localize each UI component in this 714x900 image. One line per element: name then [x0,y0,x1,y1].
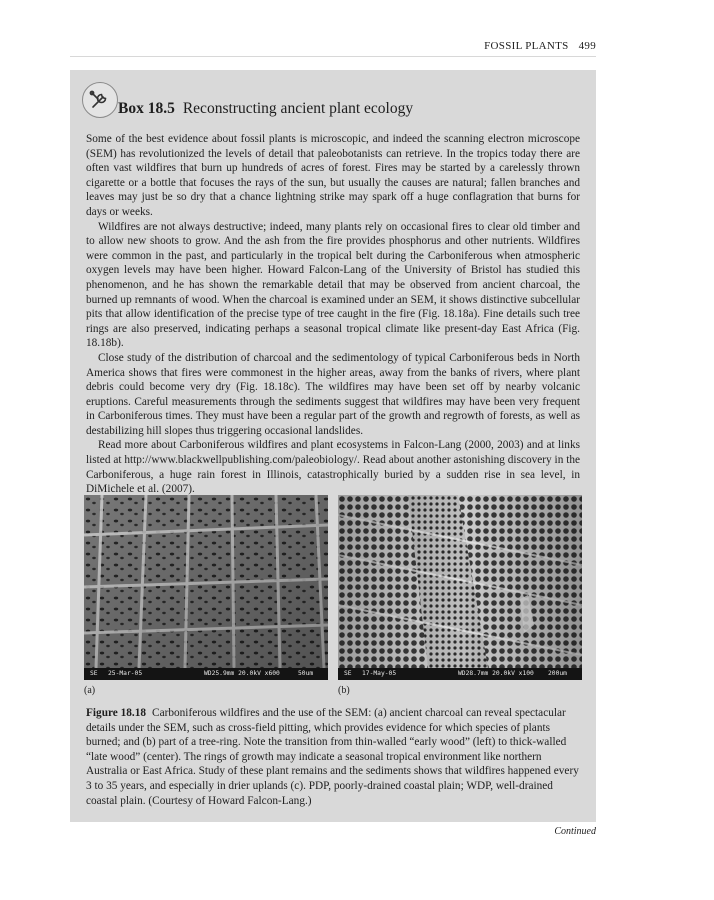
box-title [118,100,413,118]
panel-label-b: (b) [338,685,350,696]
sem-mode: SE [90,670,98,677]
figure-caption-label: Figure 18.18 [86,707,147,719]
wrench-icon [82,82,118,118]
body-paragraph: Wildfires are not always destructive; indeed, many plants rely on occasional fires to clear old timber and to allow new shoots to grow. And the ash from the fire provides phosphorus and other nutrients. Wildfires were common in the past, and particularly in the tropical belt during the Carboniferous when atmospheric oxygen levels may have been higher. Howard Falcon-Lang of the University of Bristol has studied this phenomenon, and he has shown the remarkable detail that may be observed from ancient charcoal, the burned up remnants of wood. When the charcoal is examined under an SEM, it shows distinctive subcellular pits that allow identification of the precise type of tree caught in the fire (Fig. 18.18a). Fine details such tree rings are also preserved, indicating perhaps a seasonal tropical climate like present-day East Africa (Fig. 18.18b). [86,220,580,350]
continued-label: Continued [554,826,596,837]
header-rule [70,56,596,57]
body-paragraph: Some of the best evidence about fossil plants is microscopic, and indeed the scanning electron microscope (SEM) has revolutionized the levels of detail that paleobotanists can retrieve. In the tropics today there are often vast wildfires that burn up hundreds of acres of forest. Fires may be started by a carelessly thrown cigarette or a bottle that focuses the rays of the sun, but usually the causes are natural; fallen branches and leaves may just be so dry that a chance lightning strike may spark off a huge conflagration that burns for days or weeks. [86,133,580,218]
sem-photo-b [338,495,582,680]
body-paragraph: Close study of the distribution of charcoal and the sedimentology of typical Carboniferous beds in North America shows that fires were commonest in the higher areas, away from the banks of rivers, where plant debris could become very dry (Fig. 18.18c). The wildfires may have been set off by nearby volcanic eruptions. Careful measurements through the sediments suggest that wildfires may have been very frequent in Carboniferous times. They must have been a regular part of the growth and regrowth of forests, as well as destabilizing hill slopes thus triggering occasional landslides. [86,351,580,437]
sem-params: WD25.9mm 20.0kV x600 [204,670,280,677]
figure-caption [86,706,580,808]
page-number: 499 [578,40,596,52]
box-panel [70,70,596,822]
sem-info-bar-b [338,668,582,680]
running-head-section: FOSSIL PLANTS [484,40,569,52]
sem-date: 25-Mar-05 [108,670,143,677]
sem-scale: 200um [548,670,567,677]
sem-scale: 50um [298,670,314,677]
box-body [86,132,580,497]
box-title-text: Reconstructing ancient plant ecology [182,100,414,117]
box-title-row [82,82,584,122]
tree-ring-image [338,495,582,668]
sem-info-bar-a [84,668,328,680]
charcoal-cross-field-pitting-image [84,495,328,668]
figure-18-18 [84,495,582,700]
sem-params: WD28.7mm 20.0kV x100 [458,670,534,677]
body-paragraph: Read more about Carboniferous wildfires and plant ecosystems in Falcon-Lang (2000, 2003) and at links listed at http://www.blackwellpublishing.com/paleobiology/. Read about another astonishing discovery in the Carboniferous, a huge rain forest in Illinois, catastrophically buried by a sudden rise in sea level, in DiMichele et al. (2007). [86,439,580,496]
sem-photo-a [84,495,328,680]
sem-mode: SE [344,670,352,677]
box-number: Box 18.5 [118,100,175,117]
figure-caption-text: Carboniferous wildfires and the use of the SEM: (a) ancient charcoal can reveal spectacular details under the SEM, such as cross-field pitting, which provides evidence for which species of plants burned; and (b) part of a tree-ring. Note the transition from thin-walled “early wood” (left) to thick-walled “late wood” (center). The rings of growth may indicate a seasonal tropical environment like northern Australia or East Africa. Study of these plant remains and the sediments shows that wildfires happened every 3 to 35 years, and especially in drier uplands (c). PDP, poorly-drained coastal plain; WDP, well-drained coastal plain. (Courtesy of Howard Falcon-Lang.) [86,707,579,807]
running-head [70,40,596,56]
panel-label-a: (a) [84,685,96,696]
sem-date: 17-May-05 [362,670,397,677]
